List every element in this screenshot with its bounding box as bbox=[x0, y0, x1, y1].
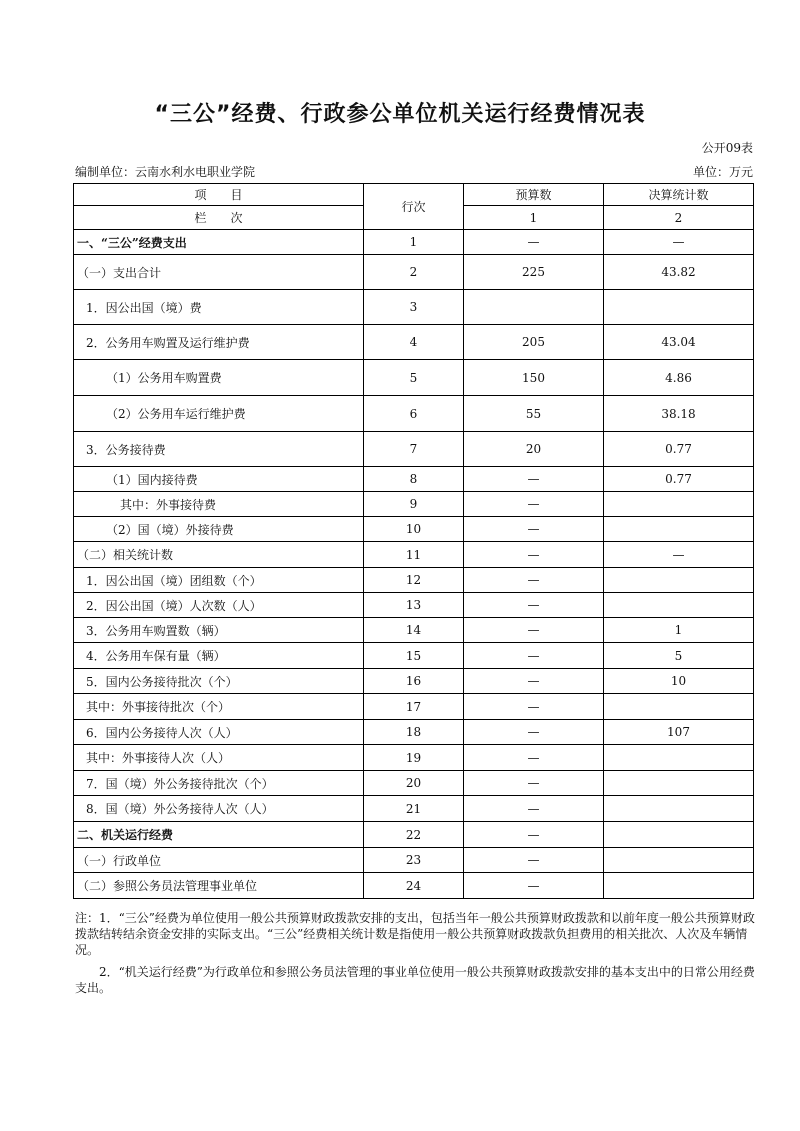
table-row bbox=[74, 848, 754, 873]
row-budget: — bbox=[464, 517, 604, 542]
row-item: 3．公务接待费 bbox=[74, 432, 364, 467]
row-final: 0.77 bbox=[604, 432, 754, 467]
form-code: 公开09表 bbox=[701, 141, 753, 155]
row-line-no: 18 bbox=[364, 720, 464, 745]
row-line-no: 8 bbox=[364, 467, 464, 492]
row-budget: — bbox=[464, 848, 604, 873]
header-budget: 预算数 bbox=[464, 184, 604, 206]
row-item: 2．公务用车购置及运行维护费 bbox=[74, 325, 364, 360]
table-row bbox=[74, 432, 754, 467]
row-final: 43.82 bbox=[604, 255, 754, 290]
row-line-no: 23 bbox=[364, 848, 464, 873]
row-line-no: 15 bbox=[364, 643, 464, 669]
row-budget: — bbox=[464, 230, 604, 255]
row-line-no: 13 bbox=[364, 593, 464, 618]
row-final: — bbox=[604, 230, 754, 255]
row-line-no: 9 bbox=[364, 492, 464, 517]
organization-label: 编制单位：云南水利水电职业学院 bbox=[75, 165, 256, 179]
header-col2: 2 bbox=[604, 206, 754, 230]
note-2: 2．“机关运行经费”为行政单位和参照公务员法管理的事业单位使用一般公共预算财政拨款安排的基本支出中的日常公用经费支出。 bbox=[75, 965, 755, 995]
row-line-no: 24 bbox=[364, 873, 464, 899]
row-item: 其中：外事接待批次（个） bbox=[74, 694, 364, 720]
row-budget: — bbox=[464, 771, 604, 796]
row-item: 8．国（境）外公务接待人次（人） bbox=[74, 796, 364, 822]
row-item: （1）国内接待费 bbox=[74, 467, 364, 492]
row-item: 一、“三公”经费支出 bbox=[74, 230, 364, 255]
row-item: 2．因公出国（境）人次数（人） bbox=[74, 593, 364, 618]
row-final: 107 bbox=[604, 720, 754, 745]
table-row bbox=[74, 467, 754, 492]
row-final: — bbox=[604, 542, 754, 568]
row-item: （1）公务用车购置费 bbox=[74, 360, 364, 396]
row-line-no: 12 bbox=[364, 568, 464, 593]
row-budget: — bbox=[464, 822, 604, 848]
table-row bbox=[74, 771, 754, 796]
header-row bbox=[74, 184, 754, 206]
row-item: （二）参照公务员法管理事业单位 bbox=[74, 873, 364, 899]
page-title: “三公”经费、行政参公单位机关运行经费情况表 bbox=[154, 102, 646, 127]
table-row bbox=[74, 255, 754, 290]
row-final: 43.04 bbox=[604, 325, 754, 360]
row-final bbox=[604, 848, 754, 873]
row-budget: — bbox=[464, 669, 604, 694]
table-row bbox=[74, 822, 754, 848]
row-final bbox=[604, 745, 754, 771]
table-row bbox=[74, 618, 754, 643]
row-final bbox=[604, 796, 754, 822]
row-budget: 20 bbox=[464, 432, 604, 467]
row-item: （2）国（境）外接待费 bbox=[74, 517, 364, 542]
table-row bbox=[74, 796, 754, 822]
header-item: 项 目 bbox=[74, 184, 364, 206]
header-column: 栏 次 bbox=[74, 206, 364, 230]
row-item: 4．公务用车保有量（辆） bbox=[74, 643, 364, 669]
table-row bbox=[74, 568, 754, 593]
row-budget: — bbox=[464, 720, 604, 745]
notes bbox=[75, 910, 755, 996]
row-budget: — bbox=[464, 492, 604, 517]
row-item: 1．因公出国（境）团组数（个） bbox=[74, 568, 364, 593]
row-budget: 55 bbox=[464, 396, 604, 432]
row-budget: — bbox=[464, 694, 604, 720]
row-final bbox=[604, 290, 754, 325]
row-item: （二）相关统计数 bbox=[74, 542, 364, 568]
row-final: 5 bbox=[604, 643, 754, 669]
row-budget: 205 bbox=[464, 325, 604, 360]
row-line-no: 17 bbox=[364, 694, 464, 720]
row-budget: — bbox=[464, 643, 604, 669]
table-row bbox=[74, 230, 754, 255]
row-budget: — bbox=[464, 618, 604, 643]
row-line-no: 10 bbox=[364, 517, 464, 542]
row-line-no: 3 bbox=[364, 290, 464, 325]
row-budget bbox=[464, 290, 604, 325]
table-row bbox=[74, 643, 754, 669]
row-final bbox=[604, 492, 754, 517]
table-row bbox=[74, 517, 754, 542]
row-line-no: 5 bbox=[364, 360, 464, 396]
table-row bbox=[74, 669, 754, 694]
row-item: 6．国内公务接待人次（人） bbox=[74, 720, 364, 745]
row-final: 10 bbox=[604, 669, 754, 694]
row-line-no: 21 bbox=[364, 796, 464, 822]
row-final: 1 bbox=[604, 618, 754, 643]
table-row bbox=[74, 360, 754, 396]
table-row bbox=[74, 720, 754, 745]
row-item: 3．公务用车购置数（辆） bbox=[74, 618, 364, 643]
row-line-no: 1 bbox=[364, 230, 464, 255]
row-item: （2）公务用车运行维护费 bbox=[74, 396, 364, 432]
table-row bbox=[74, 593, 754, 618]
row-budget: — bbox=[464, 796, 604, 822]
row-final bbox=[604, 771, 754, 796]
table-row bbox=[74, 873, 754, 899]
row-budget: 150 bbox=[464, 360, 604, 396]
expense-table bbox=[73, 183, 754, 899]
row-line-no: 16 bbox=[364, 669, 464, 694]
row-item: 二、机关运行经费 bbox=[74, 822, 364, 848]
row-line-no: 19 bbox=[364, 745, 464, 771]
row-final: 38.18 bbox=[604, 396, 754, 432]
row-line-no: 11 bbox=[364, 542, 464, 568]
header-line-no: 行次 bbox=[364, 184, 464, 230]
row-line-no: 7 bbox=[364, 432, 464, 467]
row-final bbox=[604, 568, 754, 593]
table-row bbox=[74, 542, 754, 568]
row-budget: — bbox=[464, 467, 604, 492]
row-final bbox=[604, 822, 754, 848]
row-line-no: 6 bbox=[364, 396, 464, 432]
row-final: 0.77 bbox=[604, 467, 754, 492]
row-budget: 225 bbox=[464, 255, 604, 290]
table-row bbox=[74, 694, 754, 720]
row-line-no: 4 bbox=[364, 325, 464, 360]
header-col1: 1 bbox=[464, 206, 604, 230]
row-item: （一）支出合计 bbox=[74, 255, 364, 290]
row-final bbox=[604, 873, 754, 899]
row-line-no: 2 bbox=[364, 255, 464, 290]
table-row bbox=[74, 492, 754, 517]
row-item: 7．国（境）外公务接待批次（个） bbox=[74, 771, 364, 796]
table-row bbox=[74, 290, 754, 325]
row-budget: — bbox=[464, 745, 604, 771]
row-final bbox=[604, 694, 754, 720]
row-budget: — bbox=[464, 568, 604, 593]
note-1: 注：1．“三公”经费为单位使用一般公共预算财政拨款安排的支出，包括当年一般公共预算财政拨款和以前年度一般公共预算财政拨款结转结余资金安排的实际支出。“三公”经费相关统计数是指使用一般公共预算财政拨款负担费用的相关批次、人次及车辆情况。 bbox=[75, 911, 755, 957]
table-row bbox=[74, 325, 754, 360]
row-line-no: 20 bbox=[364, 771, 464, 796]
row-final bbox=[604, 517, 754, 542]
row-item: （一）行政单位 bbox=[74, 848, 364, 873]
table-row bbox=[74, 396, 754, 432]
table-row bbox=[74, 745, 754, 771]
row-item: 5．国内公务接待批次（个） bbox=[74, 669, 364, 694]
row-item: 其中：外事接待费 bbox=[74, 492, 364, 517]
row-final: 4.86 bbox=[604, 360, 754, 396]
row-line-no: 14 bbox=[364, 618, 464, 643]
row-budget: — bbox=[464, 542, 604, 568]
row-final bbox=[604, 593, 754, 618]
row-item: 其中：外事接待人次（人） bbox=[74, 745, 364, 771]
row-item: 1．因公出国（境）费 bbox=[74, 290, 364, 325]
row-budget: — bbox=[464, 873, 604, 899]
row-budget: — bbox=[464, 593, 604, 618]
header-final: 决算统计数 bbox=[604, 184, 754, 206]
unit-label: 单位：万元 bbox=[692, 165, 753, 179]
row-line-no: 22 bbox=[364, 822, 464, 848]
